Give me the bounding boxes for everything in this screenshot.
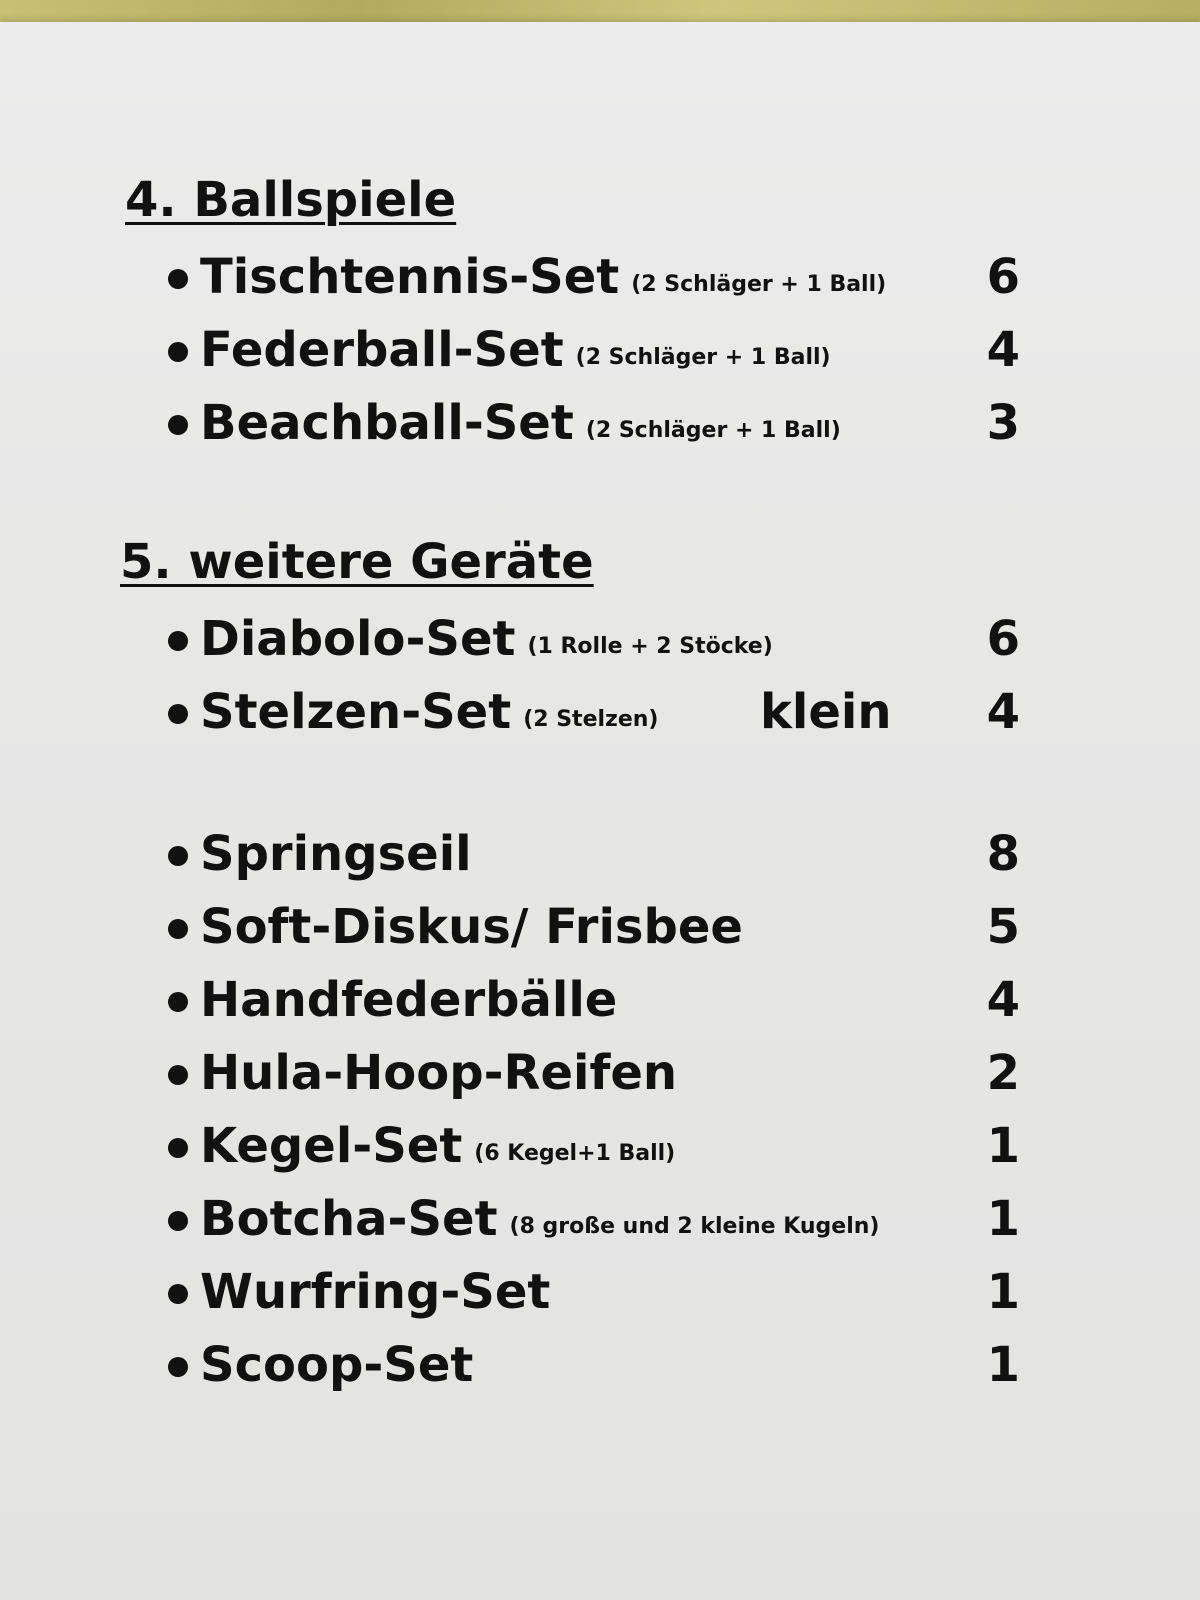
item-name: Springseil	[200, 826, 472, 882]
bullet-icon	[168, 1357, 188, 1377]
bullet-icon	[168, 269, 188, 289]
item-name: Tischtennis-Set (2 Schläger + 1 Ball)	[200, 249, 887, 305]
bullet-icon	[168, 846, 188, 866]
item-name: Scoop-Set	[200, 1337, 474, 1393]
list-item-soft-diskus	[160, 897, 1040, 957]
list-item-beachball	[160, 393, 1040, 453]
item-size: klein	[760, 684, 892, 740]
list-item-diabolo	[160, 609, 1040, 669]
item-name: Soft-Diskus/ Frisbee	[200, 899, 743, 955]
item-name: Kegel-Set (6 Kegel+1 Ball)	[200, 1118, 676, 1174]
bullet-icon	[168, 415, 188, 435]
item-count: 4	[986, 322, 1020, 378]
list-item-hula-hoop	[160, 1043, 1040, 1103]
list-item-federball	[160, 320, 1040, 380]
item-note: (1 Rolle + 2 Stöcke)	[527, 634, 773, 659]
item-note: (6 Kegel+1 Ball)	[474, 1141, 676, 1166]
list-item-wurfring	[160, 1262, 1040, 1322]
item-name: Stelzen-Set (2 Stelzen)	[200, 684, 659, 740]
item-name: Botcha-Set (8 große und 2 kleine Kugeln)	[200, 1191, 880, 1247]
item-count: 1	[986, 1264, 1020, 1320]
list-item-springseil	[160, 824, 1040, 884]
bullet-icon	[168, 1138, 188, 1158]
item-note: (2 Stelzen)	[523, 707, 659, 732]
item-name: Diabolo-Set (1 Rolle + 2 Stöcke)	[200, 611, 773, 667]
bullet-icon	[168, 342, 188, 362]
item-name: Federball-Set (2 Schläger + 1 Ball)	[200, 322, 831, 378]
bullet-icon	[168, 1211, 188, 1231]
bullet-icon	[168, 1284, 188, 1304]
list-item-tischtennis	[160, 247, 1040, 307]
bullet-icon	[168, 704, 188, 724]
item-count: 1	[986, 1191, 1020, 1247]
item-count: 1	[986, 1337, 1020, 1393]
item-note: (2 Schläger + 1 Ball)	[631, 272, 887, 297]
item-note: (8 große und 2 kleine Kugeln)	[509, 1214, 880, 1239]
bullet-icon	[168, 1065, 188, 1085]
item-count: 3	[986, 395, 1020, 451]
bullet-icon	[168, 992, 188, 1012]
item-note: (2 Schläger + 1 Ball)	[585, 418, 841, 443]
item-count: 4	[986, 684, 1020, 740]
item-count: 8	[986, 826, 1020, 882]
item-count: 2	[986, 1045, 1020, 1101]
section-heading-weitere-geraete: 5. weitere Geräte	[120, 534, 594, 590]
list-item-stelzen	[160, 682, 1040, 742]
list-item-handfederbaelle	[160, 970, 1040, 1030]
item-count: 6	[986, 249, 1020, 305]
paper-sheet	[0, 22, 1200, 1600]
item-name: Wurfring-Set	[200, 1264, 551, 1320]
item-name: Handfederbälle	[200, 972, 618, 1028]
item-count: 1	[986, 1118, 1020, 1174]
item-count: 5	[986, 899, 1020, 955]
list-item-kegel	[160, 1116, 1040, 1176]
list-item-botcha	[160, 1189, 1040, 1249]
item-count: 4	[986, 972, 1020, 1028]
bullet-icon	[168, 919, 188, 939]
item-name: Hula-Hoop-Reifen	[200, 1045, 678, 1101]
list-item-scoop	[160, 1335, 1040, 1395]
item-note: (2 Schläger + 1 Ball)	[575, 345, 831, 370]
bullet-icon	[168, 631, 188, 651]
item-count: 6	[986, 611, 1020, 667]
item-name: Beachball-Set (2 Schläger + 1 Ball)	[200, 395, 841, 451]
section-heading-ballspiele: 4. Ballspiele	[125, 172, 457, 228]
